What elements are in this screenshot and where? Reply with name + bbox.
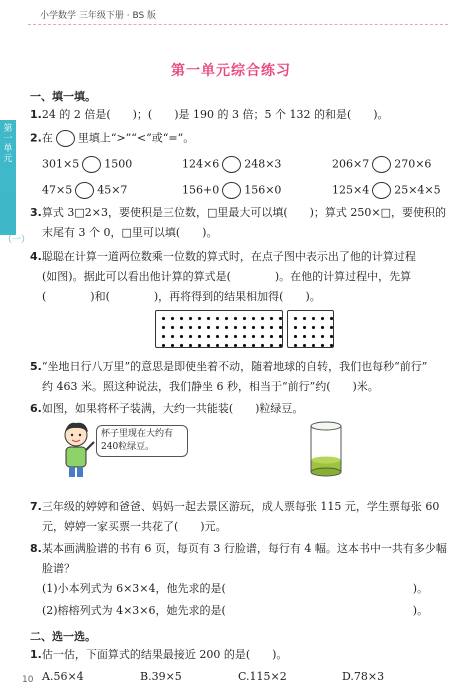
compare-left: 124×6 <box>182 157 220 171</box>
compare-right: 270×6 <box>394 157 432 171</box>
blank-circle[interactable] <box>372 182 391 199</box>
compare-item-5 <box>182 182 281 199</box>
question-6 <box>30 402 303 416</box>
question-1-text: 24 的 2 倍是( )；( )是 190 的 3 倍；5 个 132 的和是( )。 <box>41 108 389 121</box>
book-header: 小学数学 三年级下册 · BS 版 <box>40 11 157 21</box>
question-8-line-1 <box>30 542 447 556</box>
side-tab-topic-label: 整数乘法（一） <box>3 195 31 245</box>
choice-question-1-text: 估一估，下面算式的结果最接近 200 的是( )。 <box>41 648 288 661</box>
question-3-line-2: 末尾有 3 个 0，□里可以填( )。 <box>42 226 218 239</box>
question-2 <box>30 130 194 147</box>
question-4-number: 4. <box>30 250 42 263</box>
side-tab-unit-label: 第一单元 <box>3 124 13 164</box>
question-6-text: 如图，如果将杯子装满，大约一共能装( )粒绿豆。 <box>41 402 304 415</box>
question-5-line-2: 约 463 米。照这种说法，我们静坐 6 秒，相当于“前行”约( )米。 <box>42 380 379 393</box>
page-number: 10 <box>22 675 34 685</box>
option-c[interactable]: C.115×2 <box>238 670 287 683</box>
question-1-number: 1. <box>30 108 42 121</box>
compare-right: 25×4×5 <box>394 183 441 197</box>
compare-item-2 <box>182 156 281 173</box>
dot-grid-left <box>155 310 283 348</box>
question-4-line-3: ( )和( )，再将得到的结果相加得( )。 <box>42 290 321 303</box>
question-7-line-2: 元，婷婷一家买票一共花了( )元。 <box>42 520 227 533</box>
option-a[interactable]: A.56×4 <box>42 670 84 683</box>
question-8-sub-2: (2)榕榕列式为 4×3×6，她先求的是( )。 <box>42 604 429 617</box>
header-divider <box>28 24 448 25</box>
compare-left: 47×5 <box>42 183 73 197</box>
question-7-number: 7. <box>30 500 42 513</box>
option-b[interactable]: B.39×5 <box>140 670 182 683</box>
question-7-line-1 <box>30 500 439 514</box>
choice-question-1 <box>30 648 287 662</box>
boy-illustration <box>58 420 96 478</box>
option-d[interactable]: D.78×3 <box>342 670 385 683</box>
question-2-text-b: 里填上“>”“<”或“=”。 <box>77 131 195 145</box>
question-5-number: 5. <box>30 360 42 373</box>
question-8-sub-1: (1)小本列式为 6×3×4，他先求的是( )。 <box>42 582 429 595</box>
question-5-text: “坐地日行八万里”的意思是即使坐着不动，随着地球的自转，我们也每秒“前行” <box>41 360 428 373</box>
question-4-text: 聪聪在计算一道两位数乘一位数的算式时，在点子图中表示出了他的计算过程 <box>41 250 416 263</box>
question-4-line-2: (如图)。据此可以看出他计算的算式是( )。在他的计算过程中，先算 <box>42 270 412 283</box>
question-3-number: 3. <box>30 206 42 219</box>
compare-left: 156+0 <box>182 183 220 197</box>
question-8-line-2: 脸谱？ <box>42 562 75 575</box>
compare-item-1 <box>42 156 132 173</box>
side-tab-topic <box>0 195 31 245</box>
compare-right: 1500 <box>104 157 133 171</box>
speech-bubble: 杯子里现在大约有240粒绿豆。 <box>96 425 188 457</box>
cup-illustration <box>308 420 344 478</box>
compare-right: 248×3 <box>244 157 282 171</box>
compare-right: 156×0 <box>244 183 282 197</box>
question-4-line-1 <box>30 250 416 264</box>
compare-right: 45×7 <box>97 183 128 197</box>
question-6-number: 6. <box>30 402 42 415</box>
question-5-line-1 <box>30 360 427 374</box>
blank-circle[interactable] <box>372 156 391 173</box>
compare-left: 301×5 <box>42 157 80 171</box>
dot-grid-right <box>287 310 334 348</box>
compare-left: 206×7 <box>332 157 370 171</box>
question-7-text: 三年级的婷婷和爸爸、妈妈一起去景区游玩，成人票每张 115 元，学生票每张 60 <box>41 500 440 513</box>
compare-left: 125×4 <box>332 183 370 197</box>
question-1 <box>30 108 389 122</box>
section-fill-heading: 一、填一填。 <box>30 90 96 103</box>
choice-question-1-number: 1. <box>30 648 42 661</box>
page-title: 第一单元综合练习 <box>171 63 291 79</box>
question-3-text: 算式 3□2×3，要使积是三位数，□里最大可以填( )；算式 250×□，要使积的 <box>41 206 447 219</box>
blank-circle[interactable] <box>222 156 241 173</box>
blank-circle[interactable] <box>75 182 94 199</box>
blank-circle[interactable] <box>222 182 241 199</box>
blank-circle[interactable] <box>56 130 75 147</box>
blank-circle[interactable] <box>82 156 101 173</box>
compare-item-4 <box>42 182 127 199</box>
section-choose-heading: 二、选一选。 <box>30 630 96 643</box>
question-2-text-a: 在 <box>41 131 53 145</box>
compare-item-3 <box>332 156 431 173</box>
question-8-number: 8. <box>30 542 42 555</box>
question-3-line-1 <box>30 206 446 220</box>
compare-item-6 <box>332 182 441 199</box>
question-8-text: 某本画满脸谱的书有 6 页，每页有 3 行脸谱，每行有 4 幅。这本书中一共有多少幅 <box>41 542 447 555</box>
question-2-number: 2. <box>30 131 42 145</box>
